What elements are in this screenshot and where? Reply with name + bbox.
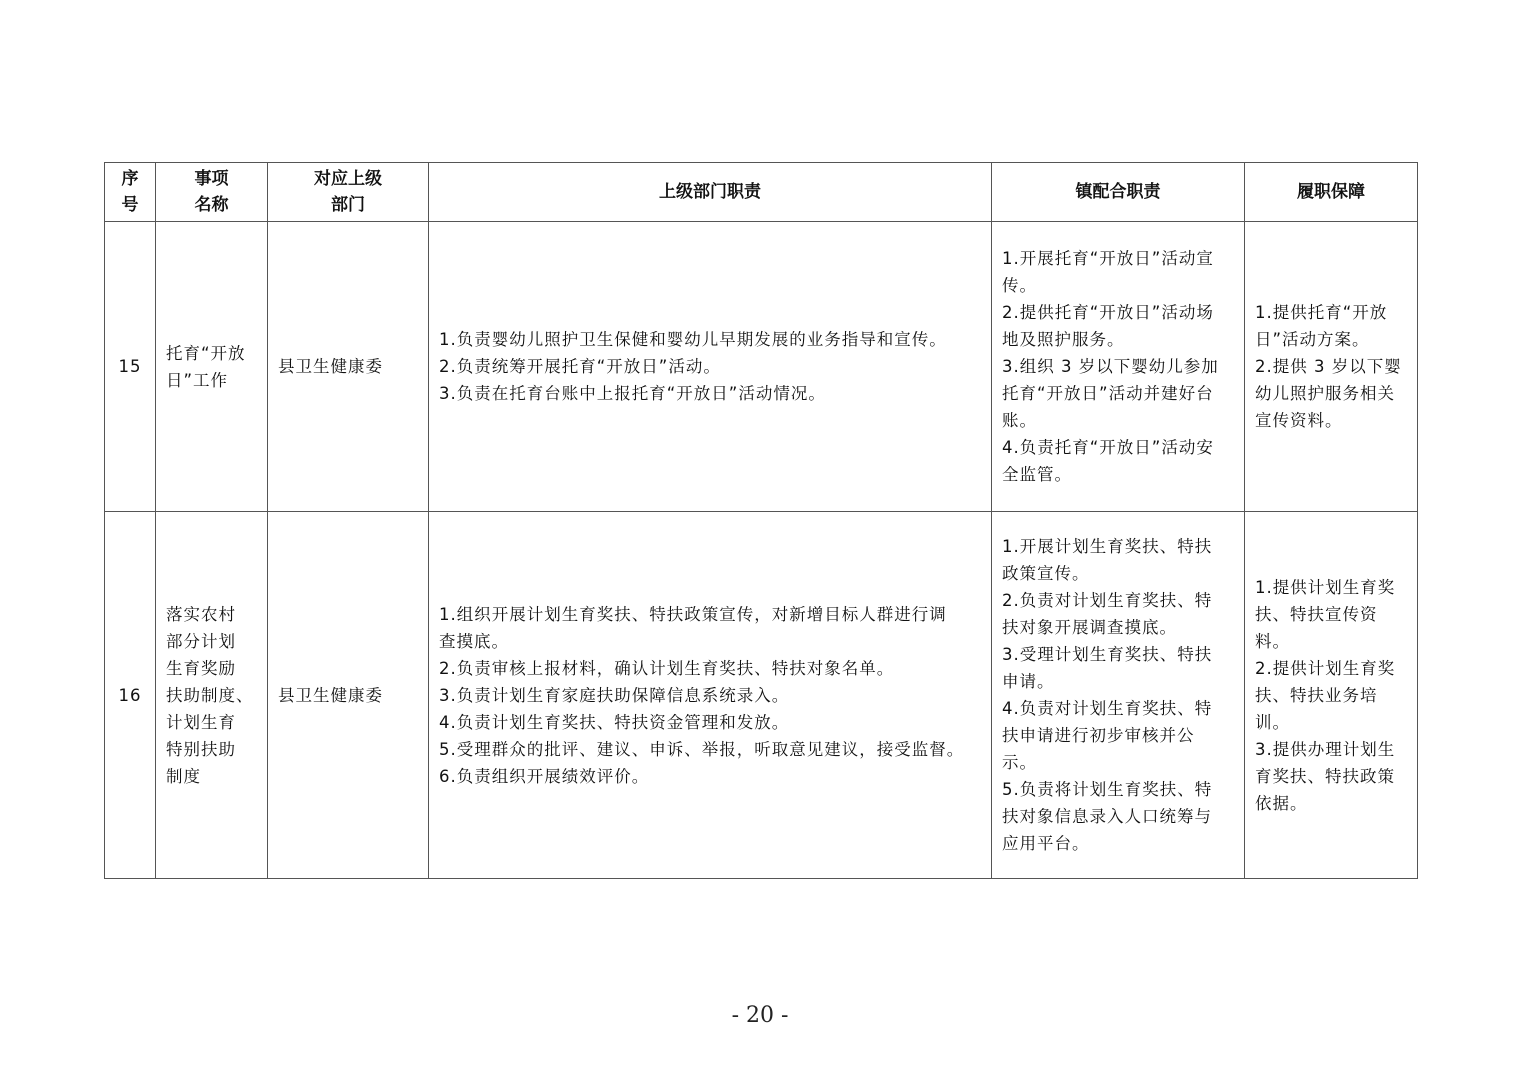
header-upper-duty: 上级部门职责 <box>429 163 992 222</box>
cell-name: 托育“开放 日”工作 <box>156 222 268 512</box>
cell-guarantee: 1.提供托育“开放 日”活动方案。 2.提供 3 岁以下婴 幼儿照护服务相关 宣传资料。 <box>1245 222 1418 512</box>
page-number: - 20 - <box>731 1003 789 1028</box>
cell-upper-duty: 1.组织开展计划生育奖扶、特扶政策宣传，对新增目标人群进行调 查摸底。 2.负责审核上报材料，确认计划生育奖扶、特扶对象名单。 3.负责计划生育家庭扶助保障信息系统录入。 4.负责计划生育奖扶、特扶资金管理和发放。 5.受理群众的批评、建议、申诉、举报，听取意见建议，接受监督。 6.负责组织开展绩效评价。 <box>429 512 992 879</box>
header-name: 事项 名称 <box>156 163 268 222</box>
table-row <box>105 512 1418 879</box>
cell-seq: 15 <box>105 222 156 512</box>
header-seq: 序 号 <box>105 163 156 222</box>
cell-dept: 县卫生健康委 <box>268 512 429 879</box>
cell-town-duty: 1.开展托育“开放日”活动宣 传。 2.提供托育“开放日”活动场 地及照护服务。 3.组织 3 岁以下婴幼儿参加 托育“开放日”活动并建好台 账。 4.负责托育“开放日”活动安 全监管。 <box>992 222 1245 512</box>
cell-dept: 县卫生健康委 <box>268 222 429 512</box>
cell-seq: 16 <box>105 512 156 879</box>
header-town-duty: 镇配合职责 <box>992 163 1245 222</box>
cell-name: 落实农村 部分计划 生育奖励 扶助制度、 计划生育 特别扶助 制度 <box>156 512 268 879</box>
header-dept: 对应上级 部门 <box>268 163 429 222</box>
cell-town-duty: 1.开展计划生育奖扶、特扶 政策宣传。 2.负责对计划生育奖扶、特 扶对象开展调查摸底。 3.受理计划生育奖扶、特扶 申请。 4.负责对计划生育奖扶、特 扶申请进行初步审核并公 示。 5.负责将计划生育奖扶、特 扶对象信息录入人口统筹与 应用平台。 <box>992 512 1245 879</box>
cell-guarantee: 1.提供计划生育奖 扶、特扶宣传资料。 2.提供计划生育奖 扶、特扶业务培训。 3.提供办理计划生 育奖扶、特扶政策 依据。 <box>1245 512 1418 879</box>
header-row <box>105 163 1418 222</box>
duty-table <box>104 162 1418 879</box>
header-guarantee: 履职保障 <box>1245 163 1418 222</box>
cell-upper-duty: 1.负责婴幼儿照护卫生保健和婴幼儿早期发展的业务指导和宣传。 2.负责统筹开展托育“开放日”活动。 3.负责在托育台账中上报托育“开放日”活动情况。 <box>429 222 992 512</box>
table-row <box>105 222 1418 512</box>
